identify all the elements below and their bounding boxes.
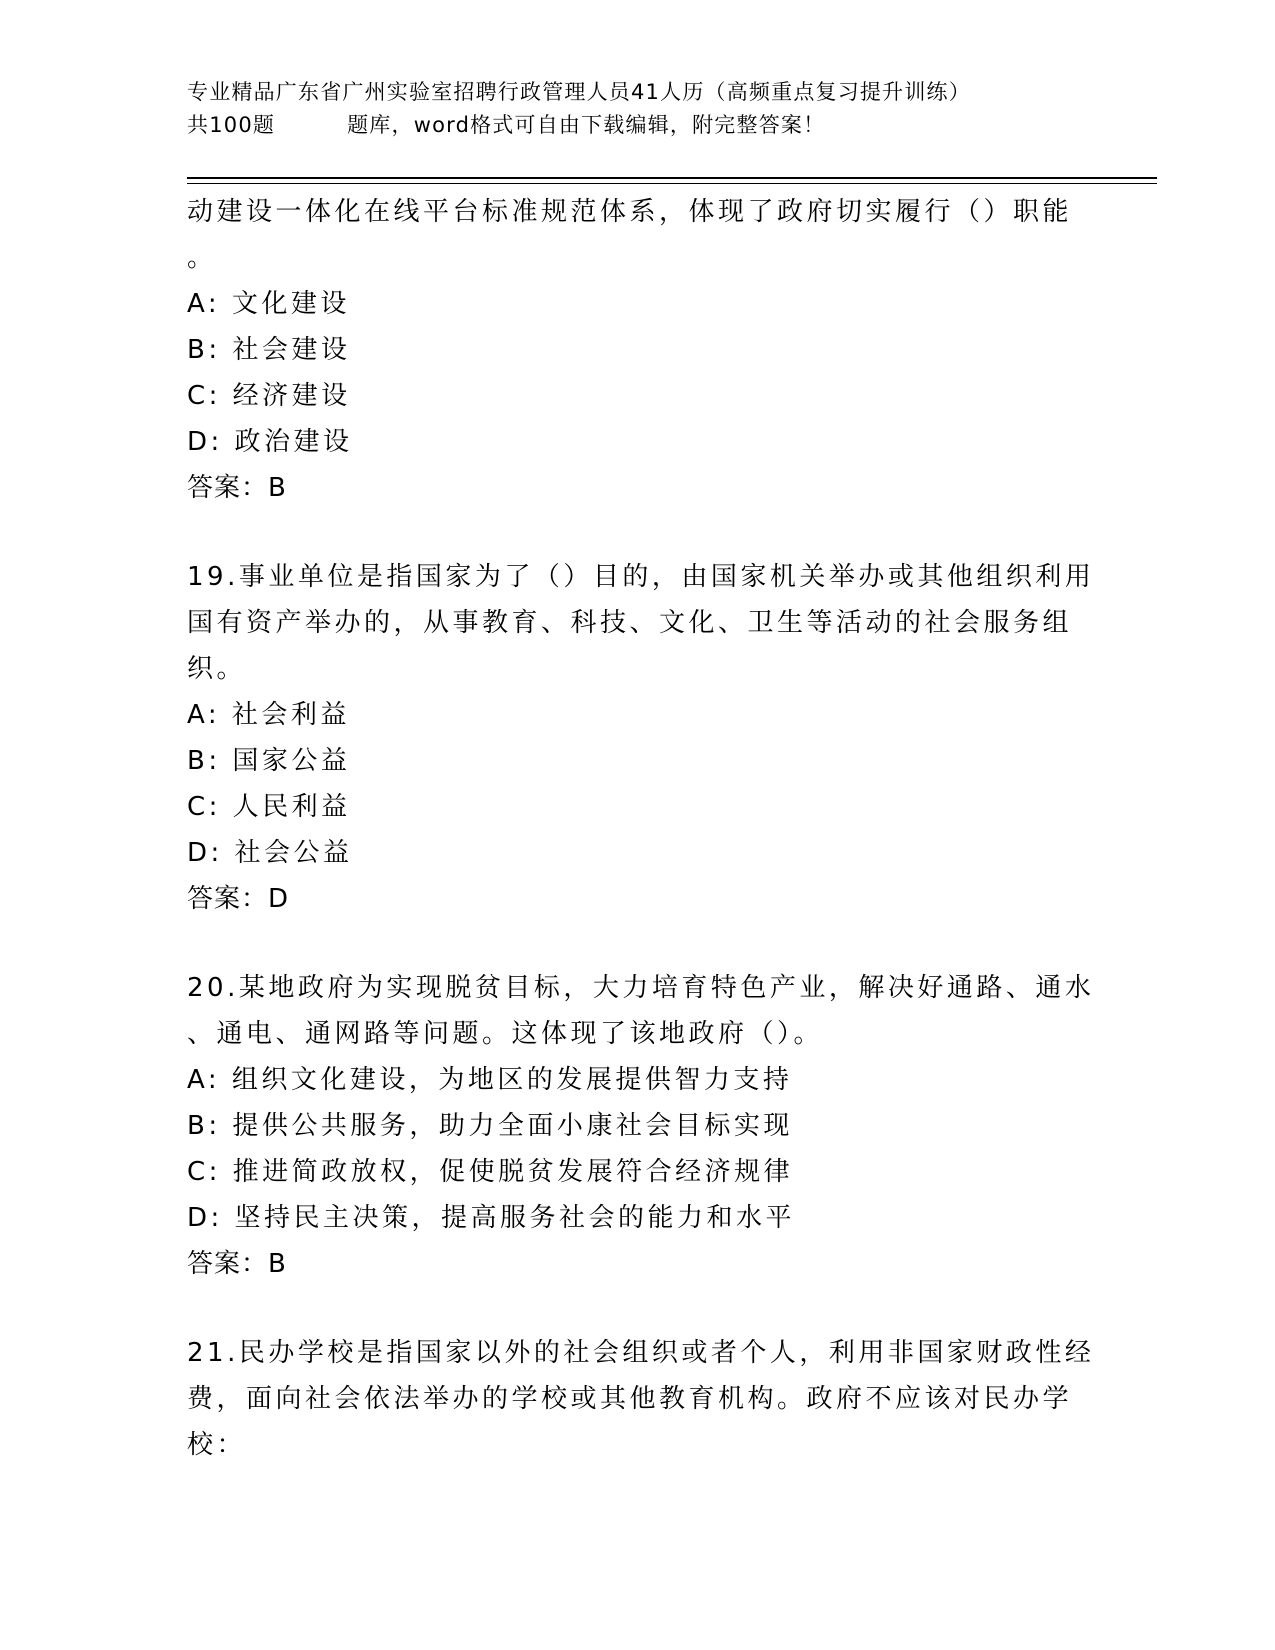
option-a: A: 文化建设 [187, 289, 350, 319]
option-d: D: 坚持民主决策，提高服务社会的能力和水平 [187, 1203, 796, 1233]
question-block-20 [187, 965, 1095, 1287]
header-subtitle-line [187, 109, 1157, 142]
question-text-line: 、通电、通网路等问题。这体现了该地政府（）。 [187, 1019, 824, 1049]
question-text-line: 费，面向社会依法举办的学校或其他教育机构。政府不应该对民办学 [187, 1384, 1073, 1414]
option-b: B: 提供公共服务，助力全面小康社会目标实现 [187, 1111, 793, 1141]
option-b: B: 国家公益 [187, 746, 351, 776]
header-description: 题库，word格式可自由下载编辑，附完整答案！ [347, 113, 826, 137]
question-block-19 [187, 554, 1095, 922]
question-block-21 [187, 1330, 1095, 1468]
question-text-line: 国有资产举办的，从事教育、科技、文化、卫生等活动的社会服务组 [187, 608, 1073, 638]
header-divider-thick [187, 177, 1157, 179]
header-title-line: 专业精品广东省广州实验室招聘行政管理人员41人历（高频重点复习提升训练） [187, 80, 971, 104]
option-a: A: 社会利益 [187, 700, 350, 730]
question-text-line: 。 [187, 243, 217, 273]
answer-line: 答案：D [187, 884, 290, 914]
option-c: C: 推进简政放权，促使脱贫发展符合经济规律 [187, 1157, 794, 1187]
answer-line: 答案：B [187, 1249, 287, 1279]
question-text-line: 动建设一体化在线平台标准规范体系，体现了政府切实履行（）职能 [187, 197, 1073, 227]
header-question-count: 共100题 [187, 113, 276, 137]
answer-line: 答案：B [187, 473, 287, 503]
question-text-line: 校： [187, 1430, 247, 1460]
question-text-line: 21.民办学校是指国家以外的社会组织或者个人，利用非国家财政性经 [187, 1338, 1095, 1368]
question-block-18 [187, 189, 1087, 511]
option-d: D: 社会公益 [187, 838, 353, 868]
document-body [187, 189, 1095, 1468]
option-a: A: 组织文化建设，为地区的发展提供智力支持 [187, 1065, 793, 1095]
question-text-line: 织。 [187, 654, 247, 684]
option-c: C: 经济建设 [187, 381, 351, 411]
question-text-line: 20.某地政府为实现脱贫目标，大力培育特色产业，解决好通路、通水 [187, 973, 1095, 1003]
option-c: C: 人民利益 [187, 792, 351, 822]
page-header [187, 76, 1157, 142]
question-text-line: 19.事业单位是指国家为了（）目的，由国家机关举办或其他组织利用 [187, 562, 1095, 592]
header-divider-thin [187, 183, 1157, 184]
option-d: D: 政治建设 [187, 427, 353, 457]
option-b: B: 社会建设 [187, 335, 351, 365]
